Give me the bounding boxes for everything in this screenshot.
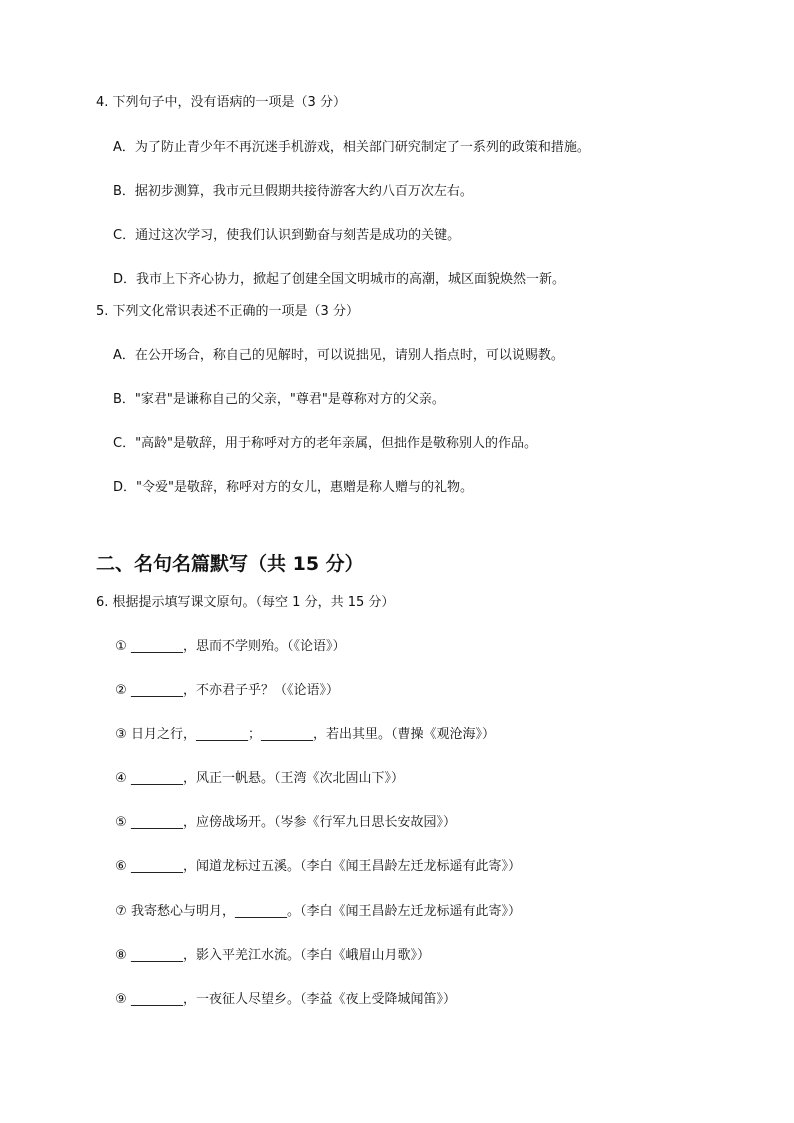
item-text: ________，思而不学则殆。（《论语》） (131, 639, 346, 654)
q5-option-b: B．"家君"是谦称自己的父亲，"尊君"是尊称对方的父亲。 (113, 392, 445, 407)
fill-item (113, 992, 456, 1008)
fill-item (113, 639, 346, 655)
q5-option-d: D．"令爱"是敬辞，称呼对方的女儿，惠赠是称人赠与的礼物。 (113, 480, 473, 495)
item-text: ________，一夜征人尽望乡。（李益《夜上受降城闻笛》） (131, 992, 457, 1007)
item-number: ⑨ (115, 992, 127, 1007)
fill-item (113, 683, 339, 699)
question-4-stem: 4. 下列句子中，没有语病的一项是（3 分） (96, 95, 346, 110)
item-text: ________，影入平羌江水流。（李白《峨眉山月歌》） (131, 948, 431, 963)
item-number: ① (115, 639, 127, 654)
q4-option-a: A．为了防止青少年不再沉迷手机游戏，相关部门研究制定了一系列的政策和措施。 (113, 140, 590, 155)
item-number: ④ (115, 771, 127, 786)
question-5-stem: 5. 下列文化常识表述不正确的一项是（3 分） (96, 304, 359, 319)
fill-item (113, 948, 430, 964)
item-text: 日月之行，________；________，若出其里。（曹操《观沧海》） (131, 727, 496, 742)
q4-option-b: B．据初步测算，我市元旦假期共接待游客大约八百万次左右。 (113, 184, 473, 199)
item-text: ________，风正一帆悬。（王湾《次北固山下》） (131, 771, 405, 786)
item-text: 我寄愁心与明月，________。（李白《闻王昌龄左迁龙标遥有此寄》） (131, 904, 522, 919)
item-text: ________，应傍战场开。（岑参《行军九日思长安故园》） (131, 815, 457, 830)
item-text: ________，闻道龙标过五溪。（李白《闻王昌龄左迁龙标遥有此寄》） (131, 859, 522, 874)
q4-option-c: C．通过这次学习，使我们认识到勤奋与刻苦是成功的关键。 (113, 228, 461, 243)
item-number: ⑤ (115, 815, 127, 830)
fill-item (113, 727, 495, 743)
section-2-heading: 二、名句名篇默写（共 15 分） (96, 553, 364, 575)
item-text: ________，不亦君子乎？（《论语》） (131, 683, 340, 698)
item-number: ③ (115, 727, 127, 742)
fill-item (113, 859, 521, 875)
q5-option-a: A．在公开场合，称自己的见解时，可以说拙见，请别人指点时，可以说赐教。 (113, 348, 564, 363)
fill-item (113, 904, 521, 920)
q4-option-d: D．我市上下齐心协力，掀起了创建全国文明城市的高潮，城区面貌焕然一新。 (113, 272, 566, 287)
fill-item (113, 771, 404, 787)
item-number: ⑧ (115, 948, 127, 963)
question-6-stem: 6. 根据提示填写课文原句。（每空 1 分，共 15 分） (96, 595, 395, 610)
item-number: ⑥ (115, 859, 127, 874)
q5-option-c: C．"高龄"是敬辞，用于称呼对方的老年亲属，但拙作是敬称别人的作品。 (113, 436, 538, 451)
item-number: ② (115, 683, 127, 698)
fill-item (113, 815, 456, 831)
item-number: ⑦ (115, 904, 127, 919)
